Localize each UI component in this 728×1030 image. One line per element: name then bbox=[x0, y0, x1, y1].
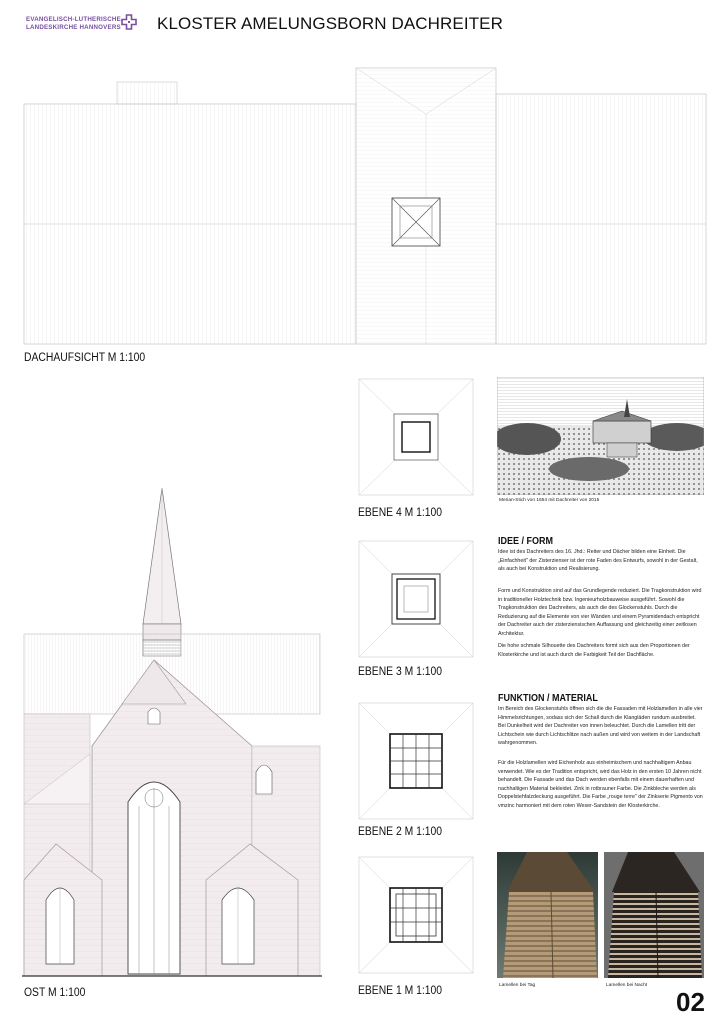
night-photo-caption: Lamellen bei Nacht bbox=[606, 983, 648, 988]
lamella-night-photo bbox=[604, 852, 704, 978]
level-4-plan-drawing bbox=[358, 378, 474, 496]
level-1-plan-drawing bbox=[358, 856, 474, 974]
lamella-day-photo bbox=[497, 852, 598, 978]
logo-line-1: EVANGELISCH-LUTHERISCHE bbox=[26, 16, 121, 23]
idea-paragraph-2: Form und Konstruktion sind auf das Grundlegende reduziert. Die Tragkonstruktion wird in traditioneller Holztechnik bzw. Ingenieurholzbauweise ausgeführt. Sowohl die Tragkonstruktion des Dachreiters, als auch die des Glockenstuhls. Durch die Reduzierung auf die Elemente von vier Wänden und einem Pyramidendach entspricht der Dachreiter auch der zisterziensischen Auffassung und gleichzeitig einer zeitlosen Architektur. bbox=[498, 588, 702, 637]
level-3-plan-drawing bbox=[358, 540, 474, 658]
east-elevation-drawing bbox=[22, 484, 322, 980]
level-2-caption: EBENE 2 M 1:100 bbox=[358, 826, 442, 838]
level-1-caption: EBENE 1 M 1:100 bbox=[358, 985, 442, 997]
roof-plan-drawing bbox=[22, 58, 708, 348]
idea-paragraph-1: Idee ist des Dachreiters des 16. Jhd.: Reiter und Dächer bilden eine Einheit. Die „Einfachheit" der Zisterzienser ist der rote Faden des Entwurfs, sowohl in der Gestalt, als auch bei Konstruktion und Realisierung. bbox=[498, 549, 698, 573]
merian-engraving-image bbox=[497, 377, 704, 495]
page-title: KLOSTER AMELUNGSBORN DACHREITER bbox=[157, 14, 503, 33]
roof-plan-caption: DACHAUFSICHT M 1:100 bbox=[24, 352, 146, 364]
level-2-plan-drawing bbox=[358, 702, 474, 820]
function-paragraph-2: Für die Holzlamellen wird Eichenholz aus einheimischem und nachhaltigem Anbau verwendet. Wie es der Tradition entspricht, wird das Holz in den ersten 10 Jahren nicht behandelt. Die Fassade und das Dach werden ebenfalls mit einem dauerhaften und nachhaltigen Material bekleidet. Zink in rotbrauner Farbe. Die Zinkbleche werden als Doppelstehfalzdeckung ausgeführt. Die Farbe „rouge terre" der Zinkserie Pigmento von vmzinc harmoniert mit dem roten Weser-Sandstein der Klosterkirche. bbox=[498, 760, 703, 809]
day-photo-caption: Lamellen bei Tag bbox=[499, 983, 536, 988]
level-3-caption: EBENE 3 M 1:100 bbox=[358, 666, 442, 678]
function-heading: FUNKTION / MATERIAL bbox=[498, 693, 598, 704]
cross-logo-icon bbox=[121, 14, 137, 30]
level-4-caption: EBENE 4 M 1:100 bbox=[358, 507, 442, 519]
function-paragraph-1: Im Bereich des Glockenstuhls öffnen sich die die Fassaden mit Holzlamellen in alle vier Himmelsrichtungen, sodass sich der Schall durch die Klangläden rundum ausbreitet. Bei Dunkelheit wird der Dachreiter von innen beleuchtet. Durch die Lamellen tritt der Lichtschein wie durch Lichtschlitze nach außen und wird von weitem in der Landschaft wahrgenommen. bbox=[498, 706, 703, 747]
east-elevation-caption: OST M 1:100 bbox=[24, 987, 86, 999]
logo-line-2: LANDESKIRCHE HANNOVERS bbox=[26, 24, 121, 31]
page-number: 02 bbox=[676, 987, 705, 1017]
idea-heading: IDEE / FORM bbox=[498, 536, 554, 547]
idea-paragraph-3: Die hohe schmale Silhouette des Dachreiters formt sich aus den Proportionen der Klosterkirche und ist auch durch die Farbigkeit Teil der Dachfläche. bbox=[498, 643, 690, 658]
engraving-caption: Merian-Stich von 1654 mit Dachreiter von 2015 bbox=[499, 498, 600, 503]
